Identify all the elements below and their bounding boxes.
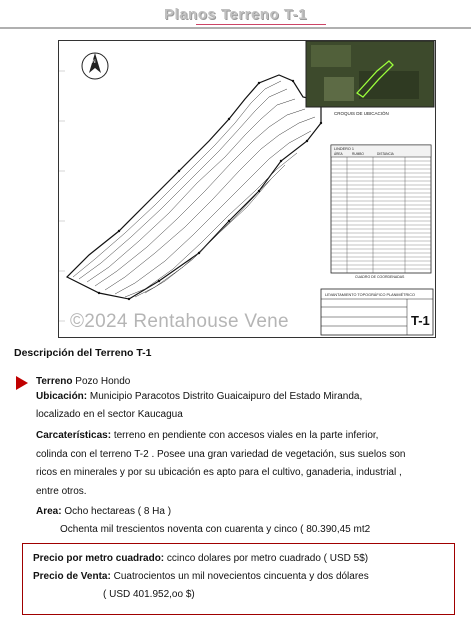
area-label: Area:	[36, 506, 62, 517]
ubicacion-line	[36, 391, 362, 403]
arrow-bullet-icon	[16, 376, 28, 390]
title-underline	[196, 24, 326, 25]
caracteristicas-value: terreno en pendiente con accesos viales en la parte inferior,	[113, 430, 379, 441]
ubicacion-line-2: localizado en el sector Kaucagua	[36, 409, 183, 420]
table-header-rumbo: RUMBO	[352, 152, 364, 156]
terreno-value: Pozo Hondo	[75, 376, 131, 387]
area-line	[36, 506, 171, 518]
price-m2-line	[33, 553, 368, 565]
table-caption: CUADRO DE COORDENADAS	[355, 275, 405, 279]
inset-caption: CROQUIS DE UBICACIÓN	[334, 111, 389, 116]
north-label: N	[92, 59, 96, 65]
contour-lines	[73, 81, 315, 297]
caracteristicas-line-2: colinda con el terreno T-2 . Posee una gran variedad de vegetación, sus suelos son	[36, 449, 406, 460]
area-line-2: Ochenta mil trescientos noventa con cuarenta y cinco ( 80.390,45 mt2	[60, 524, 371, 535]
page-title: Planos Terreno T-1	[164, 6, 307, 23]
coordinate-table	[331, 145, 431, 273]
top-rule	[0, 27, 471, 29]
watermark: ©2024 Rentahouse Vene	[70, 311, 289, 332]
ubicacion-label: Ubicación:	[36, 391, 88, 402]
survey-map	[58, 40, 436, 338]
description-heading: Descripción del Terreno T-1	[14, 347, 152, 359]
sale-price-usd: ( USD 401.952,oo $)	[103, 589, 195, 600]
survey-map-drawing	[59, 41, 435, 337]
sale-price-line	[33, 571, 369, 583]
sale-price-label: Precio de Venta:	[33, 571, 111, 582]
caracteristicas-line	[36, 430, 378, 442]
ubicacion-value: Municipio Paracotos Distrito Guaicaipuro del Estado Miranda,	[89, 391, 363, 402]
price-m2-value: ccinco dolares por metro cuadrado ( USD 5$)	[166, 553, 369, 564]
sale-price-value: Cuatrocientos un mil novecientos cincuenta y dos dólares	[113, 571, 369, 582]
table-header-area: ÁREA	[334, 152, 343, 156]
terreno-label: Terreno	[36, 376, 73, 387]
price-m2-label: Precio por metro cuadrado:	[33, 553, 165, 564]
terreno-line	[36, 376, 130, 388]
table-title: LINDERO 1	[334, 147, 355, 151]
sheet-id: T-1	[411, 313, 430, 328]
caracteristicas-line-3: ricos en minerales y por su ubicación es apto para el cultivo, ganaderia, industrial ,	[36, 467, 402, 478]
area-value: Ocho hectareas ( 8 Ha )	[64, 506, 172, 517]
table-header-distancia: DISTANCIA	[377, 152, 394, 156]
terrain-outline	[67, 75, 321, 299]
caracteristicas-label: Carcaterísticas:	[36, 430, 112, 441]
satellite-inset	[306, 41, 434, 107]
north-arrow-icon	[82, 53, 108, 79]
title-block-text: LEVANTAMIENTO TOPOGRÁFICO PLANIMÉTRICO	[325, 293, 415, 297]
caracteristicas-line-4: entre otros.	[36, 486, 87, 497]
